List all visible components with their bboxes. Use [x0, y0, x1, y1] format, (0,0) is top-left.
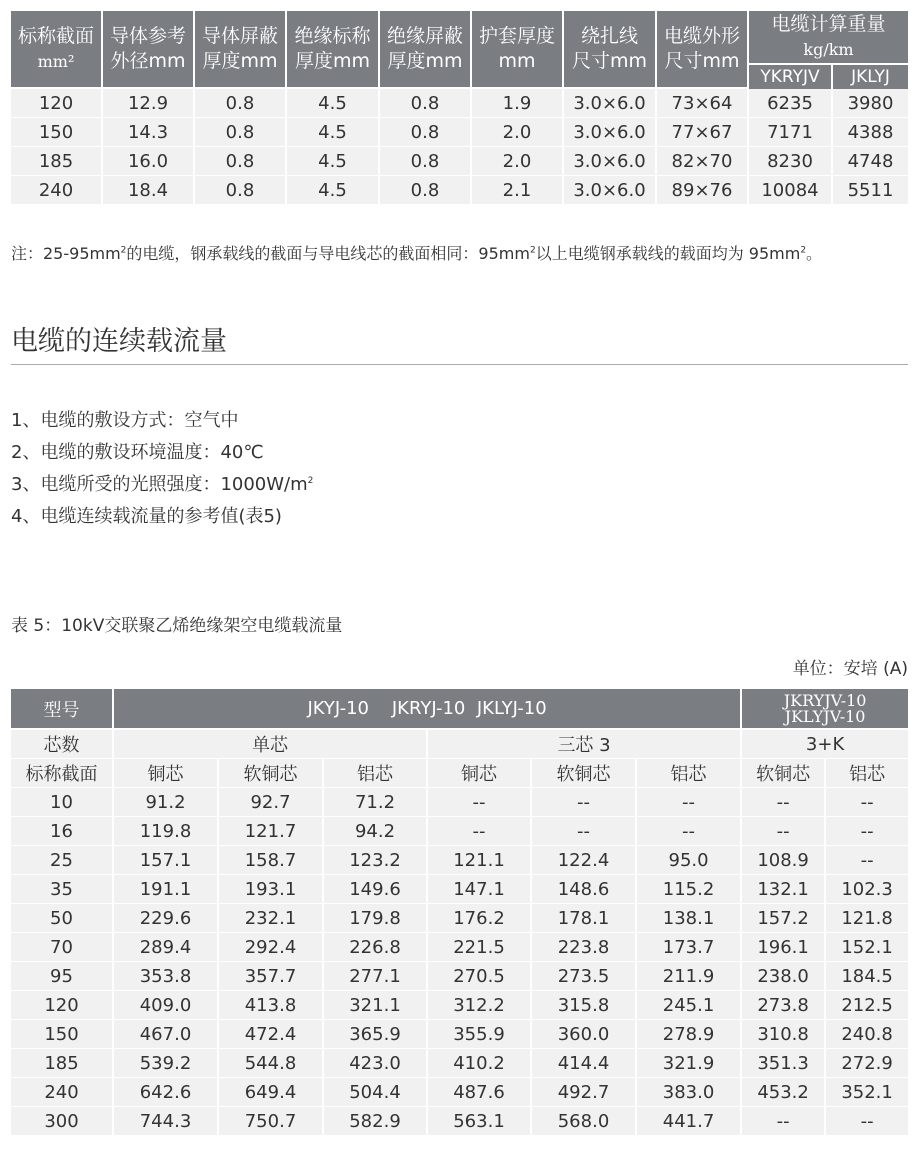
header-weight: [749, 11, 908, 65]
table-cell: --: [428, 817, 532, 846]
table-cell: 357.7: [219, 962, 324, 991]
footnote-sup2: 2: [529, 245, 536, 256]
footnote-sup3: 2: [800, 245, 807, 256]
footnote-part3: 以上电缆钢承载线的载面均为 95mm: [535, 244, 801, 263]
subheader-cell: 铝芯: [324, 759, 428, 788]
section-divider: [11, 364, 908, 365]
table-cell: 0.8: [380, 89, 472, 118]
table-cell: 73×64: [657, 89, 749, 118]
table-cell: 492.7: [532, 1078, 637, 1107]
table-cell: 351.3: [742, 1049, 826, 1078]
cores-3k: 3+K: [742, 730, 908, 759]
table-cell: 150: [11, 1020, 114, 1049]
table-cell: 3.0×6.0: [564, 89, 657, 118]
section-label: 标称截面: [11, 759, 114, 788]
header-l2: 外径mm: [110, 50, 186, 72]
table-cell: 50: [11, 904, 114, 933]
table-cell: 121.7: [219, 817, 324, 846]
table-row: [11, 846, 908, 875]
model-side-line1: JKRYJV-10: [783, 690, 867, 710]
header-weight-unit: kg/km: [803, 40, 854, 59]
subheader-jklyj: JKLYJ: [833, 65, 908, 89]
table-cell: 289.4: [114, 933, 219, 962]
cores-label: 芯数: [11, 730, 114, 759]
table-cell: 270.5: [428, 962, 532, 991]
header-insulation-shield: [380, 11, 472, 89]
table-cell: --: [742, 1107, 826, 1136]
subheader-cell: 铝芯: [637, 759, 742, 788]
table-cell: 750.7: [219, 1107, 324, 1136]
table-cell: 414.4: [532, 1049, 637, 1078]
table-cell: 71.2: [324, 788, 428, 817]
table-cell: 123.2: [324, 846, 428, 875]
table-cell: 0.8: [380, 147, 472, 176]
table-cell: 3.0×6.0: [564, 118, 657, 147]
footnote-part1: 注：25-95mm: [11, 244, 121, 263]
table-cell: 179.8: [324, 904, 428, 933]
table-cell: 744.3: [114, 1107, 219, 1136]
model-side: [742, 689, 908, 730]
table-cell: 122.4: [532, 846, 637, 875]
condition-item-light: [11, 470, 313, 496]
table-cell: 4388: [833, 118, 908, 147]
table-cell: 321.9: [637, 1049, 742, 1078]
table-cell: 238.0: [742, 962, 826, 991]
table-cell: 4.5: [287, 147, 380, 176]
header-l2: 尺寸mm: [571, 50, 648, 72]
table-cell: 82×70: [657, 147, 749, 176]
table-cell: --: [532, 817, 637, 846]
table-cell: 3980: [833, 89, 908, 118]
footnote-sup1: 2: [120, 245, 127, 256]
table-cell: 95: [11, 962, 114, 991]
header-l1: 护套厚度: [478, 25, 555, 47]
table-cell: 240: [11, 1078, 114, 1107]
table-cell: --: [826, 788, 908, 817]
table-cell: 149.6: [324, 875, 428, 904]
table-cell: --: [532, 788, 637, 817]
header-l1: 导体参考: [109, 25, 186, 47]
header-l2: 厚度mm: [294, 50, 371, 72]
table-cell: 0.8: [380, 118, 472, 147]
table-cell: 212.5: [826, 991, 908, 1020]
header-insulation-thickness: [287, 11, 380, 89]
table-cell: 8230: [749, 147, 833, 176]
table-row: [11, 962, 908, 991]
table-cell: 196.1: [742, 933, 826, 962]
table-cell: 16: [11, 817, 114, 846]
table-cell: 191.1: [114, 875, 219, 904]
table-cell: 120: [11, 991, 114, 1020]
header-l1: 绝缘标称: [294, 25, 371, 47]
table-cell: 649.4: [219, 1078, 324, 1107]
table-cell: 10: [11, 788, 114, 817]
table-cell: 4.5: [287, 118, 380, 147]
table-cell: 487.6: [428, 1078, 532, 1107]
header-conductor-shield: [195, 11, 287, 89]
header-l2: 尺寸mm: [664, 50, 740, 72]
table-cell: 0.8: [380, 176, 472, 205]
ampacity-table: [11, 689, 908, 1136]
table-cell: 383.0: [637, 1078, 742, 1107]
table-row: [11, 1107, 908, 1136]
table-cell: --: [742, 817, 826, 846]
table-row: [11, 817, 908, 846]
table-cell: 132.1: [742, 875, 826, 904]
table-cell: 353.8: [114, 962, 219, 991]
table-cell: 147.1: [428, 875, 532, 904]
table-cell: 14.3: [103, 118, 195, 147]
ampacity-body: [11, 788, 908, 1136]
table-cell: 0.8: [195, 176, 287, 205]
table-cell: 121.1: [428, 846, 532, 875]
table-cell: 315.8: [532, 991, 637, 1020]
table-row: [11, 1049, 908, 1078]
table-cell: 273.5: [532, 962, 637, 991]
table-row: [11, 118, 908, 147]
table-cell: 138.1: [637, 904, 742, 933]
table-cell: 321.1: [324, 991, 428, 1020]
header-l1: 绝缘屏蔽: [386, 25, 463, 47]
subheader-cell: 软铜芯: [219, 759, 324, 788]
table-cell: 2.0: [472, 147, 564, 176]
table-cell: 453.2: [742, 1078, 826, 1107]
table-row: [11, 933, 908, 962]
table-cell: 158.7: [219, 846, 324, 875]
cable-spec-table: [11, 11, 908, 205]
table-cell: 360.0: [532, 1020, 637, 1049]
table-cell: 95.0: [637, 846, 742, 875]
table-cell: 211.9: [637, 962, 742, 991]
table-row: [11, 147, 908, 176]
table-cell: 0.8: [195, 89, 287, 118]
table-cell: 642.6: [114, 1078, 219, 1107]
table-cell: 0.8: [195, 118, 287, 147]
table-cell: 92.7: [219, 788, 324, 817]
table-cell: 539.2: [114, 1049, 219, 1078]
table-cell: 176.2: [428, 904, 532, 933]
table-cell: 91.2: [114, 788, 219, 817]
section-title: 电缆的连续载流量: [11, 326, 227, 357]
table-cell: 365.9: [324, 1020, 428, 1049]
cores-three: 三芯 3: [428, 730, 742, 759]
table-cell: 18.4: [103, 176, 195, 205]
table-cell: 108.9: [742, 846, 826, 875]
footnote-part2: 的电缆，钢承载线的截面与导电线芯的截面相同：95mm: [126, 244, 530, 263]
table-cell: 4.5: [287, 176, 380, 205]
table-cell: 355.9: [428, 1020, 532, 1049]
table-cell: 102.3: [826, 875, 908, 904]
cores-single: 单芯: [114, 730, 428, 759]
model-main: JKYJ-10 JKRYJ-10 JKLYJ-10: [114, 689, 742, 730]
table-cell: 310.8: [742, 1020, 826, 1049]
table-cell: 5511: [833, 176, 908, 205]
condition-text: 3、电缆所受的光照强度：1000W/m: [11, 474, 308, 495]
table-cell: 89×76: [657, 176, 749, 205]
table-cell: 4.5: [287, 89, 380, 118]
table-row: [11, 89, 908, 118]
table-cell: 582.9: [324, 1107, 428, 1136]
table-cell: 413.8: [219, 991, 324, 1020]
table-cell: --: [637, 817, 742, 846]
table-cell: 223.8: [532, 933, 637, 962]
table-cell: 410.2: [428, 1049, 532, 1078]
table-cell: 312.2: [428, 991, 532, 1020]
table-cell: 240.8: [826, 1020, 908, 1049]
table-cell: 3.0×6.0: [564, 147, 657, 176]
table-cell: 2.0: [472, 118, 564, 147]
header-l1: 电缆外形: [663, 25, 740, 47]
header-conductor-diameter: [103, 11, 195, 89]
table-cell: 278.9: [637, 1020, 742, 1049]
table-cell: 157.2: [742, 904, 826, 933]
table-cell: 185: [11, 1049, 114, 1078]
subheader-cell: 铝芯: [826, 759, 908, 788]
table-cell: 300: [11, 1107, 114, 1136]
table-row: [11, 176, 908, 205]
subheader-cell: 铜芯: [428, 759, 532, 788]
table-cell: 229.6: [114, 904, 219, 933]
footnote-part4: 。: [806, 244, 823, 263]
table-caption: 表 5：10kV交联聚乙烯绝缘架空电缆载流量: [11, 616, 343, 636]
table-cell: --: [826, 846, 908, 875]
table-cell: 25: [11, 846, 114, 875]
table-cell: 7171: [749, 118, 833, 147]
table-cell: 35: [11, 875, 114, 904]
unit-label: 单位：安培 (A): [792, 659, 908, 679]
table-cell: 544.8: [219, 1049, 324, 1078]
cable-spec-body: [11, 89, 908, 205]
table-cell: --: [742, 788, 826, 817]
table-cell: 178.1: [532, 904, 637, 933]
table-cell: 6235: [749, 89, 833, 118]
table-cell: 185: [11, 147, 103, 176]
table-cell: 152.1: [826, 933, 908, 962]
table-cell: 563.1: [428, 1107, 532, 1136]
table-cell: --: [826, 817, 908, 846]
table-cell: 352.1: [826, 1078, 908, 1107]
subheader-cell: 软铜芯: [532, 759, 637, 788]
table-cell: 221.5: [428, 933, 532, 962]
table-row: [11, 991, 908, 1020]
header-l1: 绕扎线: [580, 25, 638, 47]
table-cell: 119.8: [114, 817, 219, 846]
subheader-cell: 铜芯: [114, 759, 219, 788]
table-row: [11, 1078, 908, 1107]
table-cell: 441.7: [637, 1107, 742, 1136]
table-cell: 409.0: [114, 991, 219, 1020]
table-cell: 226.8: [324, 933, 428, 962]
table-cell: 3.0×6.0: [564, 176, 657, 205]
header-section-l1: 标称截面: [17, 25, 94, 47]
header-l2: 厚度mm: [202, 50, 278, 72]
table-cell: 12.9: [103, 89, 195, 118]
table-row: [11, 875, 908, 904]
table-cell: 70: [11, 933, 114, 962]
table-cell: 115.2: [637, 875, 742, 904]
table-cell: 292.4: [219, 933, 324, 962]
header-l2: mm: [498, 50, 536, 72]
header-weight-l1: 电缆计算重量: [771, 13, 886, 35]
table-cell: 148.6: [532, 875, 637, 904]
header-l1: 导体屏蔽: [201, 25, 278, 47]
table-cell: 157.1: [114, 846, 219, 875]
header-outer-dimension: [657, 11, 749, 89]
table-cell: 277.1: [324, 962, 428, 991]
table-cell: 150: [11, 118, 103, 147]
condition-sup: 2: [307, 476, 314, 486]
table-cell: 423.0: [324, 1049, 428, 1078]
table-row: [11, 1020, 908, 1049]
subheader-ykryjv: YKRYJV: [749, 65, 833, 89]
header-binding-wire: [564, 11, 657, 89]
model-side-line2: JKLYJV-10: [784, 706, 866, 726]
table-cell: --: [826, 1107, 908, 1136]
table-cell: 16.0: [103, 147, 195, 176]
table-cell: 272.9: [826, 1049, 908, 1078]
subheader-cell: 软铜芯: [742, 759, 826, 788]
table-cell: 77×67: [657, 118, 749, 147]
table-row: [11, 788, 908, 817]
footnote: [11, 241, 822, 264]
condition-item: 1、电缆的敷设方式：空气中: [11, 410, 239, 431]
table-cell: 273.8: [742, 991, 826, 1020]
table-row: [11, 904, 908, 933]
table-cell: 10084: [749, 176, 833, 205]
header-section: [11, 11, 103, 89]
table-cell: --: [637, 788, 742, 817]
table-cell: 193.1: [219, 875, 324, 904]
condition-item: 4、电缆连续载流量的参考值(表5): [11, 506, 282, 527]
table-cell: 1.9: [472, 89, 564, 118]
table-cell: 232.1: [219, 904, 324, 933]
table-cell: 568.0: [532, 1107, 637, 1136]
header-sheath-thickness: [472, 11, 564, 89]
table-cell: 94.2: [324, 817, 428, 846]
table-cell: 467.0: [114, 1020, 219, 1049]
table-cell: 0.8: [195, 147, 287, 176]
table-cell: --: [428, 788, 532, 817]
table-cell: 121.8: [826, 904, 908, 933]
table-cell: 4748: [833, 147, 908, 176]
condition-item: 2、电缆的敷设环境温度：40℃: [11, 442, 264, 463]
table-cell: 240: [11, 176, 103, 205]
table-cell: 120: [11, 89, 103, 118]
header-l2: 厚度mm: [387, 50, 463, 72]
table-cell: 173.7: [637, 933, 742, 962]
header-section-unit: mm²: [37, 52, 75, 71]
table-cell: 2.1: [472, 176, 564, 205]
table-cell: 245.1: [637, 991, 742, 1020]
table-cell: 504.4: [324, 1078, 428, 1107]
table-cell: 184.5: [826, 962, 908, 991]
model-label: 型号: [11, 689, 114, 730]
table-cell: 472.4: [219, 1020, 324, 1049]
